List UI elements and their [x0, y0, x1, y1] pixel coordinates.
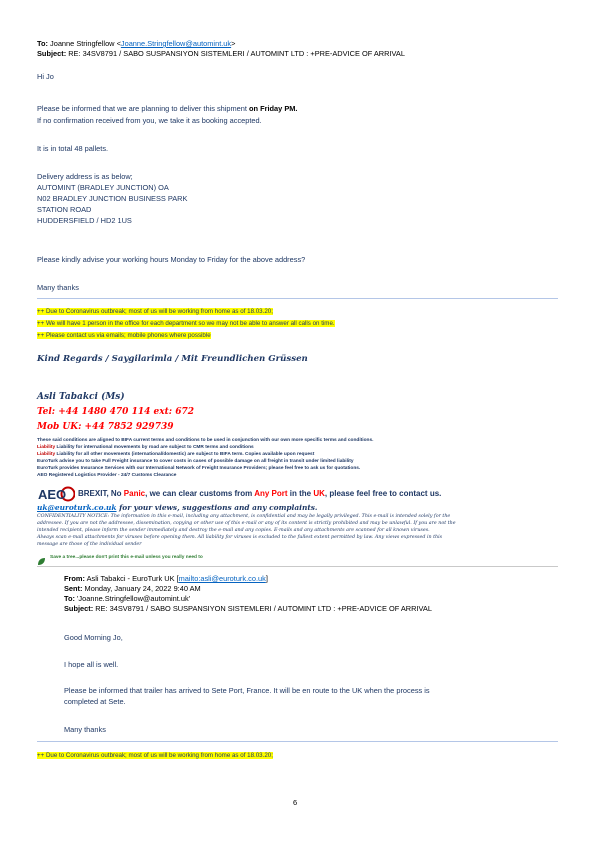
to-line: To: 'Joanne.Stringfellow@automint.uk': [64, 594, 191, 603]
brexit-line: BREXIT, No Panic, we can clear customs from Any Port in the UK, please feel free to contact us.: [78, 489, 442, 498]
from-line: From: Asli Tabakci - EuroTurk UK [mailto:asli@euroturk.co.uk]: [64, 574, 268, 583]
address-line: HUDDERSFIELD / HD2 1US: [37, 216, 132, 225]
covid-notice-line: ++ We will have 1 person in the office for each department so we may not be able to answer all calls on time.: [37, 320, 335, 327]
signature-name: Asli Tabakci (Ms): [37, 392, 125, 402]
terms-line: These said conditions are aligned to BIFA current terms and conditions to be used in conjunction with our own more specific terms and conditions.: [37, 438, 374, 443]
leaf-icon: [37, 553, 46, 571]
from-email-link[interactable]: mailto:asli@euroturk.co.uk: [178, 574, 266, 583]
to-line: To: Joanne Stringfellow <Joanne.Stringfellow@automint.uk>: [37, 39, 236, 48]
aeo-logo: [37, 485, 75, 503]
terms-line: AEO Registered Logistics Provider - 24/7 Customs Clearance: [37, 473, 177, 478]
terms-line: EuroTurk provides Insurance Services with our International Network of Freight Insurance Providers; please feel free to ask us for quotations.: [37, 466, 361, 471]
arrival-paragraph: Please be informed that trailer has arrived to Sete Port, France. It will be en route to the UK when the process is: [64, 686, 430, 695]
subject-line: Subject: RE: 34SV8791 / SABO SUSPANSIYON SISTEMLERI / AUTOMINT LTD : +PRE-ADVICE OF ARRIVAL: [64, 604, 432, 613]
terms-line: Liability Liability for international movements by road are subject to CMR terms and conditions: [37, 445, 254, 450]
page-number: 6: [293, 798, 298, 807]
separator-line: [37, 298, 558, 299]
address-line: STATION ROAD: [37, 205, 92, 214]
confidentiality-line: intended recipient, please inform the sender immediately and destroy the e-mail and any copies. E-mails and any attachments are scanned for all known viruses.: [37, 528, 430, 533]
confidentiality-line: addressee. If you are not the addressee, dissemination, copying or other use of this e-mail or any of its content is strictly prohibited and may be unlawful. If you are not the: [37, 521, 456, 526]
subject-line: Subject: RE: 34SV8791 / SABO SUSPANSIYON SISTEMLERI / AUTOMINT LTD : +PRE-ADVICE OF ARRIVAL: [37, 49, 405, 58]
terms-line: EuroTurk advise you to take Full Freight insurance to cover costs in cases of possible damage on all freight in transit under limited liability: [37, 459, 354, 464]
signature-mobile: Mob UK: +44 7852 929739: [37, 422, 174, 432]
to-email-link[interactable]: Joanne.Stringfellow@automint.uk: [120, 39, 232, 48]
hope-text: I hope all is well.: [64, 660, 119, 669]
arrival-paragraph: completed at Sete.: [64, 697, 126, 706]
thanks-text: Many thanks: [37, 283, 79, 292]
thanks-text: Many thanks: [64, 725, 106, 734]
address-line: AUTOMINT (BRADLEY JUNCTION) OA: [37, 183, 169, 192]
terms-line: Liability Liability for all other movements (international/domestic) are subject to BIFA term. Copies available upon request: [37, 452, 315, 457]
greeting: Hi Jo: [37, 72, 54, 81]
confirmation-paragraph: If no confirmation received from you, we take it as booking accepted.: [37, 116, 262, 125]
delivery-paragraph: Please be informed that we are planning to deliver this shipment on Friday PM.: [37, 104, 298, 113]
feedback-line: uk@euroturk.co.uk for your views, suggestions and any complaints.: [37, 503, 318, 512]
covid-notice-line: ++ Due to Coronavirus outbreak; most of us will be working from home as of 18.03.20;: [37, 308, 273, 315]
aeo-logo-graphic: [37, 485, 75, 503]
feedback-email-link[interactable]: uk@euroturk.co.uk: [37, 503, 117, 512]
pallets-text: It is in total 48 pallets.: [37, 144, 109, 153]
regards-line: Kind Regards / Saygilarimla / Mit Freundlichen Grüssen: [37, 354, 308, 364]
address-line: N02 BRADLEY JUNCTION BUSINESS PARK: [37, 194, 188, 203]
address-intro: Delivery address is as below;: [37, 172, 133, 181]
covid-notice-line: ++ Please contact us via emails; mobile phones where possible: [37, 332, 211, 339]
greeting: Good Morning Jo,: [64, 633, 123, 642]
save-tree-text: Save a tree...please don't print this e-mail unless you really need to: [50, 555, 203, 560]
separator-line: [37, 566, 558, 567]
confidentiality-line: Always scan e-mail attachments for viruses before opening them. All liability for viruses is excluded to the fullest extent permitted by law. Any views expressed in this: [37, 535, 443, 540]
covid-notice-line: ++ Due to Coronavirus outbreak; most of us will be working from home as of 18.03.20;: [37, 752, 273, 759]
working-hours-question: Please kindly advise your working hours Monday to Friday for the above address?: [37, 255, 306, 264]
sent-line: Sent: Monday, January 24, 2022 9:40 AM: [64, 584, 201, 593]
separator-line: [37, 741, 558, 742]
signature-phone: Tel: +44 1480 470 114 ext: 672: [37, 407, 195, 417]
confidentiality-line: message are those of the individual sender: [37, 542, 142, 547]
svg-text:AEO: AEO: [38, 487, 67, 502]
confidentiality-line: CONFIDENTIALITY NOTICE: The information in this e-mail, including any attachment, is confidential and may be legally privileged. This e-mail is intended solely for the: [37, 514, 451, 519]
